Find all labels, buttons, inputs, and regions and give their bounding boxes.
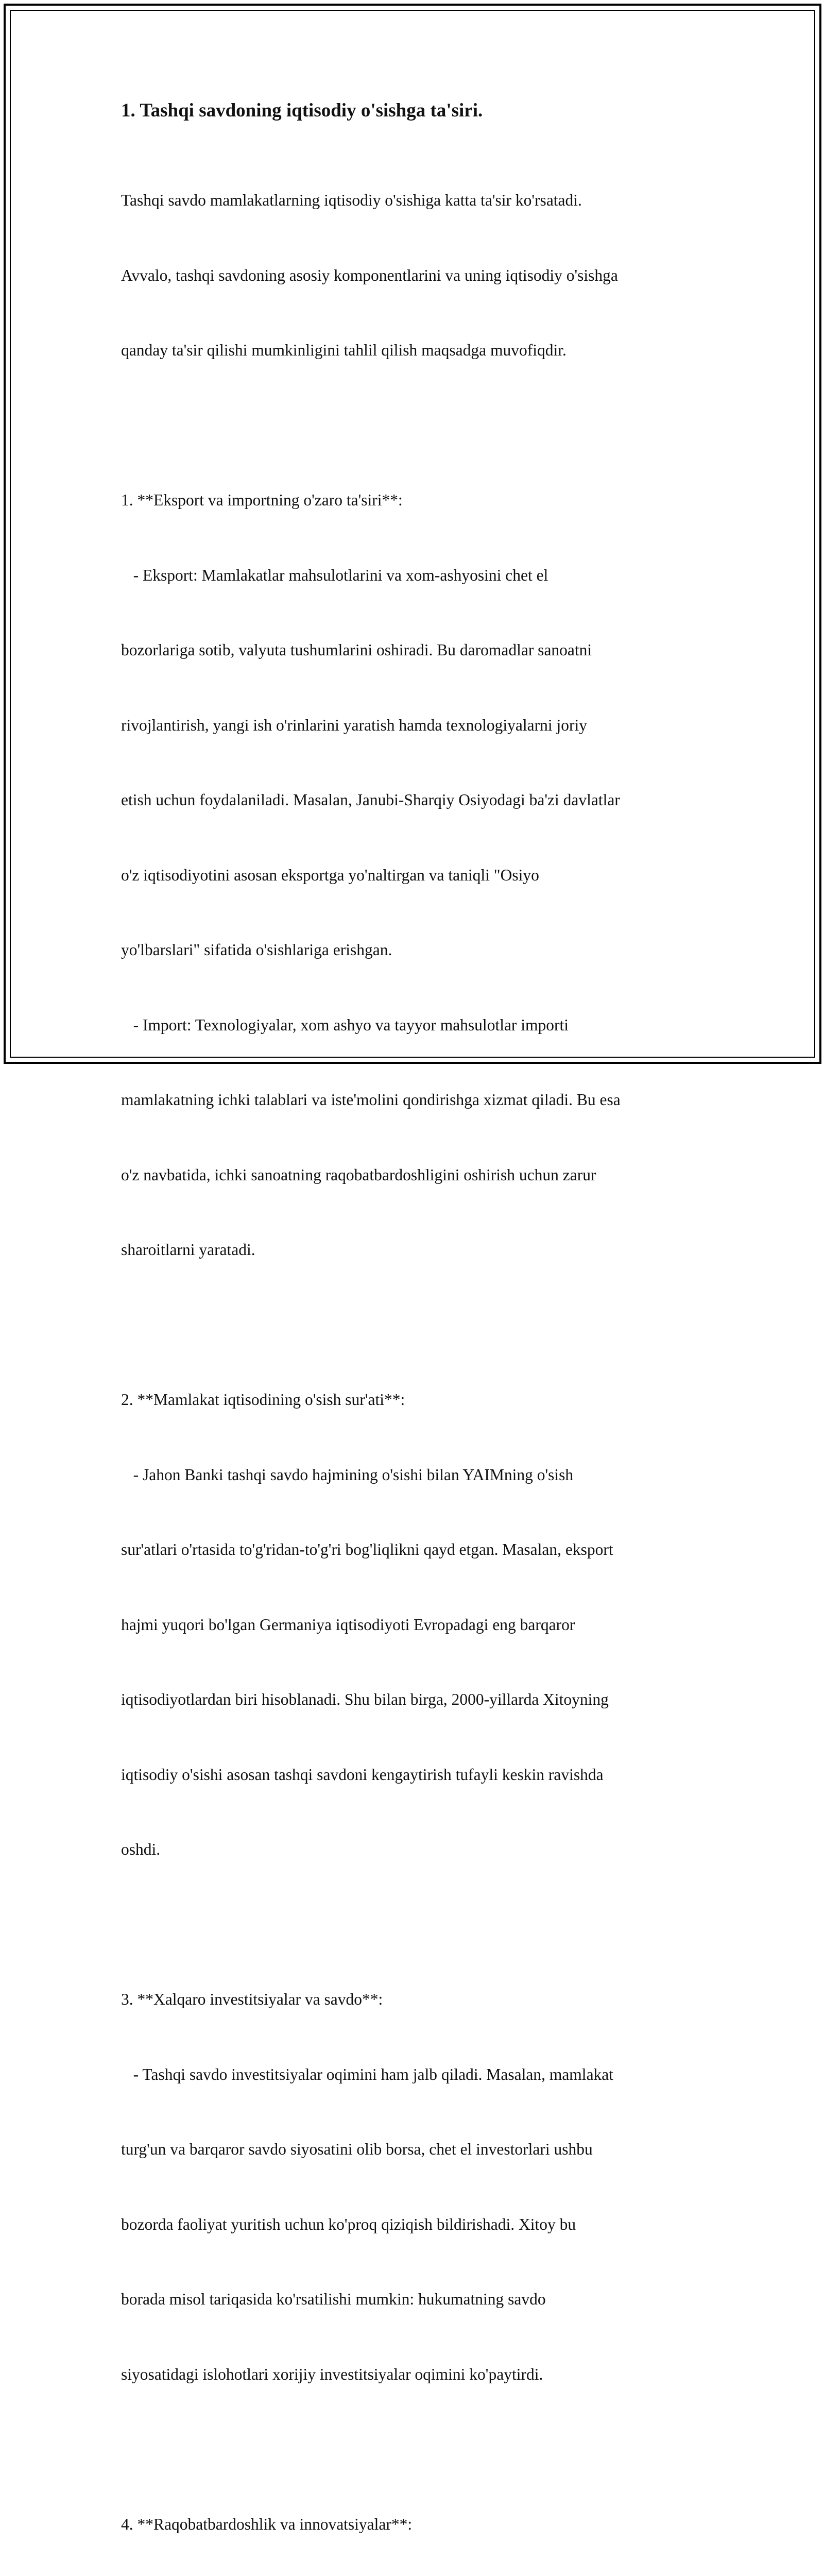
- text-line: iqtisodiyotlardan biri hisoblanadi. Shu bilan birga, 2000-yillarda Xitoyning: [121, 1687, 708, 1713]
- text-line: o'z navbatida, ichki sanoatning raqobatbardoshligini oshirish uchun zarur: [121, 1163, 708, 1188]
- text-line: - Import: Texnologiyalar, xom ashyo va tayyor mahsulotlar importi: [121, 1013, 708, 1038]
- text-line: qanday ta'sir qilishi mumkinligini tahlil qilish maqsadga muvofiqdir.: [121, 338, 708, 363]
- section-heading: 4. **Raqobatbardoshlik va innovatsiyalar**:: [121, 2512, 708, 2537]
- intro-paragraph: [121, 138, 708, 413]
- text-line: yo'lbarslari" sifatida o'sishlariga erishgan.: [121, 938, 708, 963]
- text-line: bozorlariga sotib, valyuta tushumlarini oshiradi. Bu daromadlar sanoatni: [121, 638, 708, 663]
- text-line: mamlakatning ichki talablari va iste'molini qondirishga xizmat qiladi. Bu esa: [121, 1088, 708, 1113]
- document-body: [121, 99, 708, 2576]
- section-heading: 3. **Xalqaro investitsiyalar va savdo**:: [121, 1987, 708, 2012]
- text-line: bozorda faoliyat yuritish uchun ko'proq qiziqish bildirishadi. Xitoy bu: [121, 2212, 708, 2238]
- text-line: siyosatidagi islohotlari xorijiy investitsiyalar oqimini ko'paytirdi.: [121, 2362, 708, 2387]
- text-line: o'z iqtisodiyotini asosan eksportga yo'naltirgan va taniqli "Osiyo: [121, 863, 708, 888]
- text-line: Tashqi savdo mamlakatlarning iqtisodiy o'sishiga katta ta'sir ko'rsatadi.: [121, 188, 708, 213]
- text-line: etish uchun foydalaniladi. Masalan, Janubi-Sharqiy Osiyodagi ba'zi davlatlar: [121, 788, 708, 813]
- section-growth-rate: [121, 1337, 708, 1912]
- paragraph-gap: [121, 413, 708, 438]
- text-line: sur'atlari o'rtasida to'g'ridan-to'g'ri bog'liqlikni qayd etgan. Masalan, eksport: [121, 1537, 708, 1563]
- text-line: hajmi yuqori bo'lgan Germaniya iqtisodiyoti Evropadagi eng barqaror: [121, 1613, 708, 1638]
- text-line: - Jahon Banki tashqi savdo hajmining o'sishi bilan YAIMning o'sish: [121, 1463, 708, 1488]
- text-line: oshdi.: [121, 1837, 708, 1862]
- document-title: 1. Tashqi savdoning iqtisodiy o'sishga ta'siri.: [121, 99, 708, 123]
- paragraph-gap: [121, 2437, 708, 2462]
- text-line: iqtisodiy o'sishi asosan tashqi savdoni kengaytirish tufayli keskin ravishda: [121, 1762, 708, 1788]
- text-line: - Tashqi savdo investitsiyalar oqimini ham jalb qiladi. Masalan, mamlakat: [121, 2062, 708, 2088]
- text-line: Avvalo, tashqi savdoning asosiy komponentlarini va uning iqtisodiy o'sishga: [121, 263, 708, 289]
- text-line: turg'un va barqaror savdo siyosatini olib borsa, chet el investorlari ushbu: [121, 2137, 708, 2162]
- text-line: sharoitlarni yaratadi.: [121, 1238, 708, 1263]
- section-heading: 1. **Eksport va importning o'zaro ta'siri**:: [121, 488, 708, 513]
- text-line: borada misol tariqasida ko'rsatilishi mumkin: hukumatning savdo: [121, 2287, 708, 2312]
- text-line: - Eksport: Mamlakatlar mahsulotlarini va xom-ashyosini chet el: [121, 563, 708, 588]
- section-competitiveness: [121, 2462, 708, 2576]
- paragraph-gap: [121, 1313, 708, 1338]
- section-export-import: [121, 438, 708, 1313]
- section-heading: 2. **Mamlakat iqtisodining o'sish sur'ati**:: [121, 1387, 708, 1413]
- text-line: rivojlantirish, yangi ish o'rinlarini yaratish hamda texnologiyalarni joriy: [121, 713, 708, 738]
- section-investments: [121, 1937, 708, 2437]
- paragraph-gap: [121, 1912, 708, 1938]
